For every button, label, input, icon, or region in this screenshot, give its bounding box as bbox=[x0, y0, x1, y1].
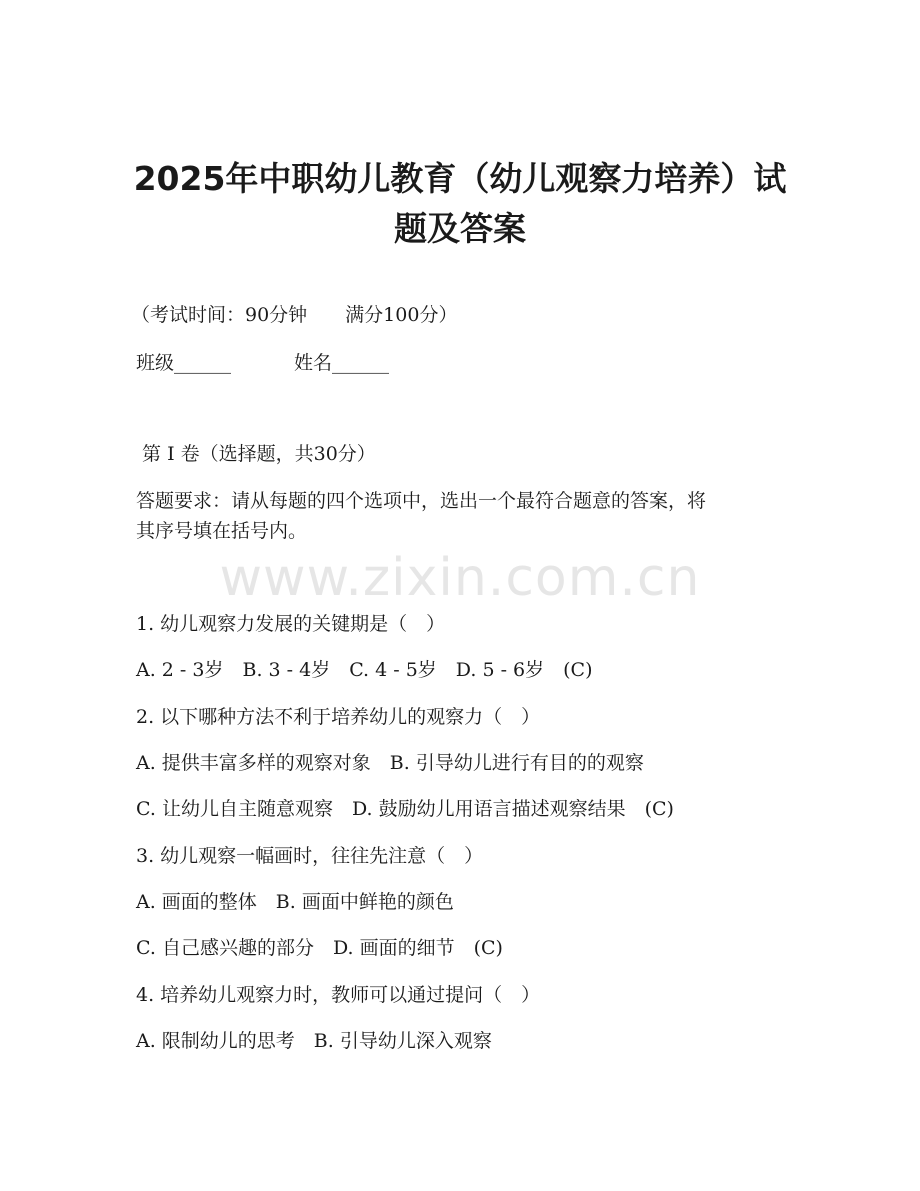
question-3-options-line-2: C. 自己感兴趣的部分 D. 画面的细节 (C) bbox=[136, 937, 503, 959]
question-2-options-line-1: A. 提供丰富多样的观察对象 B. 引导幼儿进行有目的的观察 bbox=[136, 752, 644, 774]
instructions-line-1: 答题要求：请从每题的四个选项中，选出一个最符合题意的答案，将 bbox=[136, 490, 707, 512]
question-4-stem: 4. 培养幼儿观察力时，教师可以通过提问（ ） bbox=[136, 984, 541, 1006]
question-2-stem: 2. 以下哪种方法不利于培养幼儿的观察力（ ） bbox=[136, 706, 541, 728]
question-2-options-line-2: C. 让幼儿自主随意观察 D. 鼓励幼儿用语言描述观察结果 (C) bbox=[136, 798, 674, 820]
name-field: 姓名______ bbox=[294, 352, 390, 374]
question-1-stem: 1. 幼儿观察力发展的关键期是（ ） bbox=[136, 613, 446, 635]
instructions-line-2: 其序号填在括号内。 bbox=[136, 520, 308, 542]
question-4-options-line-1: A. 限制幼儿的思考 B. 引导幼儿深入观察 bbox=[136, 1030, 492, 1052]
document-title-line-2: 题及答案 bbox=[394, 209, 526, 248]
watermark: www.zixin.com.cn bbox=[219, 548, 701, 608]
question-3-stem: 3. 幼儿观察一幅画时，往往先注意（ ） bbox=[136, 845, 484, 867]
document-title-line-1: 2025年中职幼儿教育（幼儿观察力培养）试 bbox=[133, 159, 787, 198]
exam-info: （考试时间：90分钟 满分100分） bbox=[131, 304, 458, 326]
question-3-options-line-1: A. 画面的整体 B. 画面中鲜艳的颜色 bbox=[136, 891, 454, 913]
section-heading: 第 I 卷（选择题，共30分） bbox=[136, 443, 376, 465]
class-field: 班级______ bbox=[136, 352, 232, 374]
question-1-options: A. 2 - 3岁 B. 3 - 4岁 C. 4 - 5岁 D. 5 - 6岁 (C) bbox=[136, 659, 593, 681]
